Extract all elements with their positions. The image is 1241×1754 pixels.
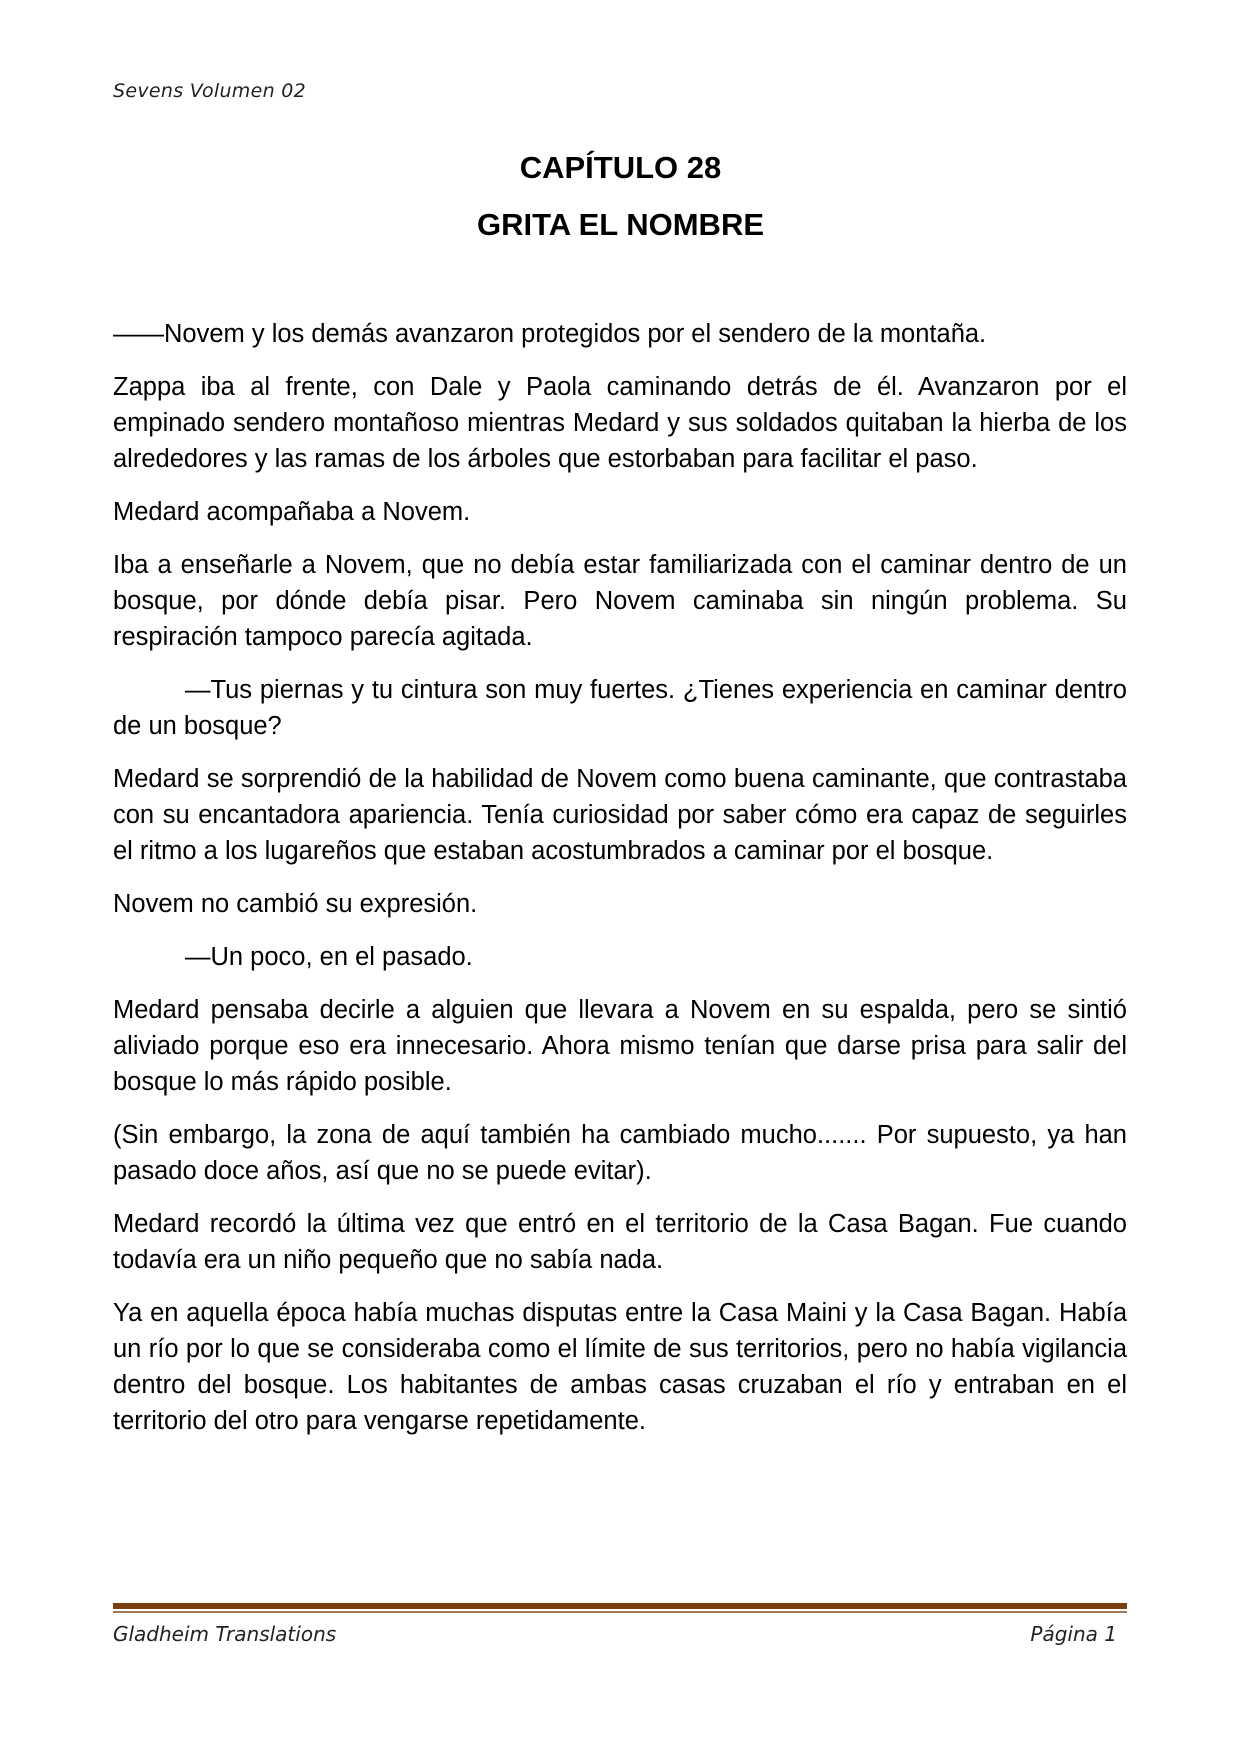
paragraph: Medard se sorprendió de la habilidad de Novem como buena caminante, que contrastaba con su encantadora apariencia. Tenía curiosidad por saber cómo era capaz de seguirles el ritmo a los lugareños que estaban acostumbrados a caminar por el bosque. [113, 765, 1127, 865]
paragraph: Medard pensaba decirle a alguien que llevara a Novem en su espalda, pero se sintió aliviado porque eso era innecesario. Ahora mismo tenían que darse prisa para salir del bosque lo más rápido posible. [113, 996, 1127, 1096]
footer-publisher: Gladheim Translations [113, 1622, 337, 1646]
paragraph: —Un poco, en el pasado. [185, 943, 473, 971]
running-header: Sevens Volumen 02 [113, 80, 307, 102]
chapter-number: CAPÍTULO 28 [519, 150, 722, 185]
paragraph: Iba a enseñarle a Novem, que no debía estar familiarizada con el caminar dentro de un bosque, por dónde debía pisar. Pero Novem caminaba sin ningún problema. Su respiración tampoco parecía agitada. [113, 551, 1127, 651]
paragraph: Ya en aquella época había muchas disputas entre la Casa Maini y la Casa Bagan. Había un río por lo que se consideraba como el límite de sus territorios, pero no había vigilancia dentro del bosque. Los habitantes de ambas casas cruzaban el río y entraban en el territorio del otro para vengarse repetidamente. [113, 1299, 1127, 1435]
paragraph: Medard recordó la última vez que entró en el territorio de la Casa Bagan. Fue cuando todavía era un niño pequeño que no sabía nada. [113, 1210, 1127, 1274]
paragraph: ――Novem y los demás avanzaron protegidos por el sendero de la montaña. [113, 320, 987, 348]
paragraph: (Sin embargo, la zona de aquí también ha cambiado mucho....... Por supuesto, ya han pasado doce años, así que no se puede evitar). [113, 1121, 1127, 1185]
paragraph: Medard acompañaba a Novem. [113, 498, 471, 526]
footer-rule [113, 1603, 1127, 1609]
paragraph: —Tus piernas y tu cintura son muy fuertes. ¿Tienes experiencia en caminar dentro de un bosque? [113, 676, 1127, 740]
paragraph: Zappa iba al frente, con Dale y Paola caminando detrás de él. Avanzaron por el empinado sendero montañoso mientras Medard y sus soldados quitaban la hierba de los alrededores y las ramas de los árboles que estorbaban para facilitar el paso. [113, 373, 1127, 473]
page-number: Página 1 [1030, 1622, 1117, 1646]
footer-rule-thin [113, 1611, 1127, 1613]
paragraph: Novem no cambió su expresión. [113, 890, 478, 918]
body-text [113, 316, 1127, 1456]
chapter-title: GRITA EL NOMBRE [476, 207, 765, 242]
